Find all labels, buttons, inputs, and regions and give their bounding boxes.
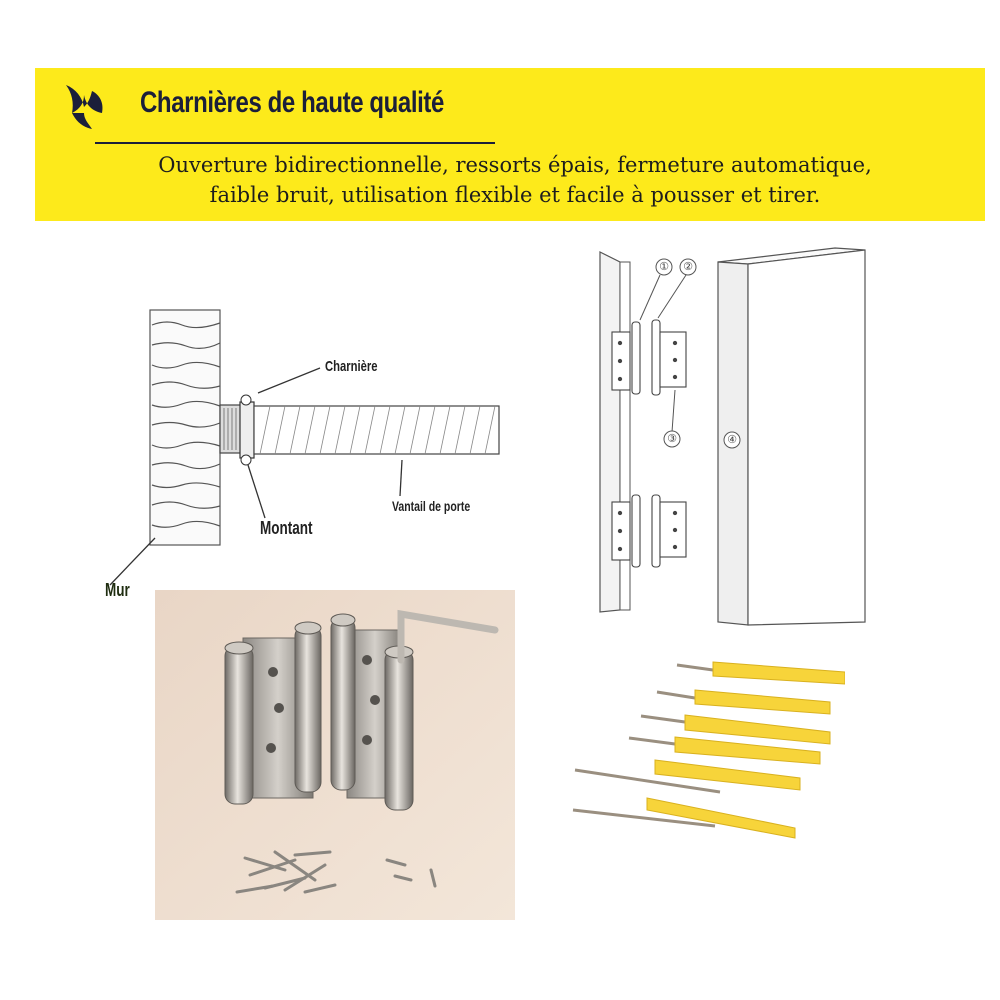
callout-2: ② (683, 260, 693, 273)
hinge-set-bottom (612, 495, 686, 567)
hinges-photo (155, 590, 515, 920)
label-door-leaf: Vantail de porte (392, 498, 471, 514)
callout-1: ① (659, 260, 669, 273)
callout-3: ③ (667, 432, 677, 445)
post-drawing (220, 405, 242, 453)
description (45, 150, 985, 210)
description-line-1: Ouverture bidirectionnelle, ressorts épais, fermeture automatique, (158, 153, 872, 177)
title-underline (95, 142, 495, 144)
description-line-2: faible bruit, utilisation flexible et facile à pousser et tirer. (209, 183, 821, 207)
leaf-logo-icon (62, 83, 106, 131)
wall-drawing (150, 310, 220, 545)
page-title: Charnières de haute qualité (140, 86, 444, 119)
label-post: Montant (260, 518, 313, 538)
door-panel-drawing (718, 248, 865, 625)
label-hinge: Charnière (325, 358, 378, 375)
hinge-left-photo (225, 622, 321, 804)
hinge-installation-diagram (100, 300, 520, 600)
label-wall: Mur (105, 580, 130, 600)
callout-4: ④ (727, 433, 737, 446)
wall-anchors-photo (545, 640, 845, 840)
hinge-drawing (240, 395, 254, 465)
door-leaf-drawing (254, 406, 499, 454)
